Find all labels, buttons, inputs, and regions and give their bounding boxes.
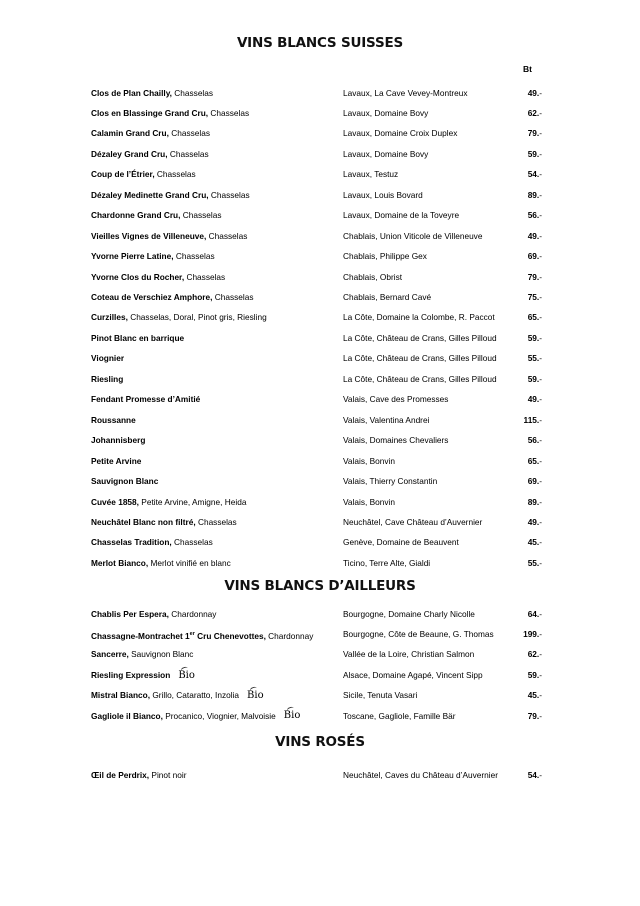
wine-name-cell: [91, 607, 216, 621]
wine-row: [0, 86, 640, 100]
wine-row: [0, 607, 640, 621]
wine-name-cell: [91, 474, 158, 488]
wine-price-cell: [528, 167, 542, 181]
wine-row: [0, 709, 640, 723]
wine-row: [0, 392, 640, 406]
wine-name: Fendant Promesse d’Amitié: [91, 394, 201, 405]
wine-row: [0, 668, 640, 682]
price-suffix: -: [539, 312, 542, 323]
price-suffix: -: [539, 476, 542, 487]
price-suffix: -: [539, 455, 542, 466]
wine-name: Coteau de Verschiez Amphore,: [91, 292, 213, 302]
wine-name-cell: [91, 229, 247, 243]
grape-varieties: Chasselas: [180, 210, 222, 221]
price-suffix: -: [539, 169, 542, 180]
wine-origin: Chablais, Union Viticole de Villeneuve: [343, 230, 483, 241]
price-suffix: -: [539, 87, 542, 98]
wine-price: 49.: [527, 230, 540, 241]
wine-price-cell: [528, 372, 542, 386]
wine-price-cell: [528, 433, 542, 447]
wine-origin: Lavaux, Testuz: [343, 169, 399, 180]
price-suffix: -: [539, 332, 542, 343]
wine-origin: Bourgogne, Domaine Charly Nicolle: [343, 608, 475, 619]
wine-row: [0, 290, 640, 304]
wine-name-cell: [91, 392, 200, 406]
wine-price: 55.: [527, 353, 540, 364]
wine-origin: Chablais, Bernard Cavé: [343, 292, 432, 302]
section-title-swiss-whites: VINS BLANCS SUISSES: [236, 35, 404, 51]
price-suffix: -: [539, 292, 542, 302]
wine-origin: Alsace, Domaine Agapé, Vincent Sipp: [343, 669, 483, 680]
wine-row: [0, 188, 640, 202]
wine-price-cell: [528, 474, 542, 488]
wine-origin: La Côte, Domaine la Colombe, R. Paccot: [343, 312, 495, 323]
price-suffix: -: [539, 537, 542, 548]
wine-price-cell: [528, 495, 542, 509]
grape-varieties: Chasselas: [168, 128, 210, 139]
wine-price-cell: [528, 331, 542, 345]
wine-name: Coup de l’Étrier,: [91, 169, 155, 180]
wine-price-cell: [524, 413, 542, 427]
grape-varieties: Chardonnay: [168, 608, 217, 619]
wine-price: 115.: [523, 414, 540, 425]
wine-price-cell: [528, 768, 542, 782]
wine-name: Œil de Perdrix,: [91, 770, 150, 780]
bio-label-icon: Bio: [247, 689, 264, 701]
price-suffix: -: [539, 557, 542, 568]
wine-price: 62.: [527, 107, 540, 118]
wine-price-cell: [523, 627, 542, 641]
wine-row: [0, 331, 640, 345]
wine-row: [0, 556, 640, 570]
wine-price: 69.: [527, 251, 540, 262]
grape-varieties: Chasselas: [172, 87, 214, 98]
wine-name: Mistral Bianco,: [91, 690, 151, 701]
wine-price-cell: [528, 515, 542, 529]
wine-row: [0, 351, 640, 365]
wine-row: [0, 147, 640, 161]
wine-price: 49.: [527, 87, 540, 98]
wine-name: Clos en Blassinge Grand Cru,: [91, 107, 209, 118]
wine-name: Roussanne: [91, 414, 136, 425]
wine-name: Yvorne Pierre Latine,: [91, 251, 174, 262]
wine-name-cell: [91, 106, 249, 120]
wine-price-cell: [528, 270, 542, 284]
price-suffix: -: [539, 230, 542, 241]
wine-row: [0, 270, 640, 284]
wine-row: [0, 413, 640, 427]
wine-name-cell: [91, 495, 246, 509]
wine-origin: La Côte, Château de Crans, Gilles Pilloud: [343, 373, 497, 384]
wine-origin: Lavaux, Domaine Croix Duplex: [343, 128, 458, 139]
wine-row: [0, 310, 640, 324]
wine-price: 56.: [527, 210, 540, 221]
wine-name-cell: [91, 351, 124, 365]
section-title-roses: VINS ROSÉS: [275, 734, 365, 750]
wine-name-cell: [91, 86, 213, 100]
wine-price: 89.: [527, 189, 540, 200]
wine-price: 64.: [527, 608, 540, 619]
wine-row: [0, 229, 640, 243]
wine-name: Riesling Expression: [91, 669, 171, 680]
wine-price-cell: [528, 688, 542, 702]
wine-name: Chablis Per Espera,: [91, 608, 169, 619]
wine-name-superscript: er: [189, 630, 195, 637]
price-suffix: -: [539, 710, 542, 721]
price-suffix: -: [539, 107, 542, 118]
grape-varieties: Pinot noir: [149, 770, 187, 780]
price-suffix: -: [539, 649, 542, 660]
wine-price-cell: [528, 86, 542, 100]
wine-origin: Valais, Bonvin: [343, 455, 395, 466]
price-suffix: -: [539, 353, 542, 364]
wine-name-cell: [91, 688, 264, 702]
wine-origin: Neuchâtel, Caves du Château d’Auvernier: [343, 770, 498, 780]
wine-origin: Lavaux, Domaine Bovy: [343, 107, 429, 118]
wine-name: Johannisberg: [91, 435, 146, 446]
wine-name: Gagliole il Bianco,: [91, 710, 163, 721]
wine-origin: Chablais, Obrist: [343, 271, 403, 282]
price-suffix: -: [539, 210, 542, 221]
wine-origin: Chablais, Philippe Gex: [343, 251, 427, 262]
wine-row: [0, 474, 640, 488]
wine-origin: Neuchâtel, Cave Château d’Auvernier: [343, 516, 483, 527]
price-suffix: -: [539, 148, 542, 159]
wine-name: Sauvignon Blanc: [91, 476, 159, 487]
wine-price: 62.: [527, 649, 540, 660]
wine-name-cell: [91, 515, 237, 529]
wine-name-cell: [91, 270, 225, 284]
wine-origin: Sicile, Tenuta Vasari: [343, 690, 418, 701]
grape-varieties: Chasselas: [167, 148, 209, 159]
price-suffix: -: [539, 189, 542, 200]
grape-varieties: Chasselas, Doral, Pinot gris, Riesling: [127, 312, 267, 323]
wine-price: 45.: [527, 690, 540, 701]
wine-price-cell: [528, 454, 542, 468]
bio-label-icon: Bio: [283, 710, 301, 722]
wine-price-cell: [528, 126, 542, 140]
wine-origin: Lavaux, La Cave Vevey-Montreux: [343, 87, 468, 98]
price-column-header: Bt: [523, 64, 532, 74]
price-suffix: -: [539, 414, 542, 425]
wine-row: [0, 495, 640, 509]
wine-origin: La Côte, Château de Crans, Gilles Pilloud: [343, 332, 497, 343]
wine-price: 45.: [527, 537, 540, 548]
wine-name-cell: [91, 290, 253, 304]
wine-price: 54.: [527, 169, 540, 180]
wine-name: Calamin Grand Cru,: [91, 128, 169, 139]
wine-price: 55.: [527, 557, 540, 568]
wine-price-cell: [528, 310, 542, 324]
wine-row: [0, 167, 640, 181]
wine-name-cell: [91, 249, 215, 263]
wine-price: 65.: [527, 455, 540, 466]
section-title-other-whites: VINS BLANCS D’AILLEURS: [224, 578, 416, 594]
price-suffix: -: [539, 373, 542, 384]
wine-name: Neuchâtel Blanc non filtré,: [91, 516, 196, 527]
wine-name-cell: [91, 413, 136, 427]
price-suffix: -: [539, 394, 542, 405]
grape-varieties: Chasselas: [195, 516, 237, 527]
grape-varieties: Petite Arvine, Amigne, Heida: [138, 496, 247, 507]
wine-price-cell: [528, 208, 542, 222]
wine-row: [0, 688, 640, 702]
wine-name: Viognier: [91, 353, 125, 364]
price-suffix: -: [539, 128, 542, 139]
wine-price: 65.: [527, 312, 540, 323]
wine-price-cell: [528, 106, 542, 120]
wine-row: [0, 126, 640, 140]
wine-name: Chasselas Tradition,: [91, 537, 172, 548]
wine-price-cell: [528, 147, 542, 161]
grape-varieties: Grillo, Cataratto, Inzolia: [150, 690, 240, 701]
wine-row: [0, 535, 640, 549]
wine-price: 79.: [527, 128, 540, 139]
wine-row: [0, 106, 640, 120]
wine-price-cell: [528, 249, 542, 263]
wine-name: Clos de Plan Chailly,: [91, 87, 172, 98]
wine-price: 59.: [527, 669, 540, 680]
grape-varieties: Chasselas: [184, 271, 226, 282]
wine-origin: Lavaux, Domaine Bovy: [343, 148, 429, 159]
price-suffix: -: [539, 628, 542, 639]
wine-price: 79.: [527, 271, 540, 282]
grape-varieties: Chasselas: [173, 251, 215, 262]
wine-name: Yvorne Clos du Rocher,: [91, 271, 185, 282]
wine-price-cell: [528, 392, 542, 406]
wine-name-cell: [91, 208, 221, 222]
wine-price-cell: [528, 188, 542, 202]
wine-name: Curzilles,: [91, 312, 128, 323]
wine-row: [0, 454, 640, 468]
wine-name: Petite Arvine: [91, 455, 142, 466]
wine-origin: Valais, Domaines Chevaliers: [343, 435, 449, 446]
price-suffix: -: [539, 669, 542, 680]
wine-name: Chassagne-Montrachet 1: [91, 630, 190, 641]
wine-name-cell: [91, 668, 195, 682]
wine-name-cell: [91, 627, 313, 643]
wine-origin: La Côte, Château de Crans, Gilles Pilloud: [343, 353, 497, 364]
wine-price-cell: [528, 647, 542, 661]
grape-varieties: Sauvignon Blanc: [128, 649, 194, 660]
bio-label-icon: Bio: [178, 669, 195, 681]
price-suffix: -: [539, 435, 542, 446]
wine-price-cell: [528, 290, 542, 304]
wine-origin: Genève, Domaine de Beauvent: [343, 537, 459, 548]
wine-origin: Valais, Valentina Andrei: [343, 414, 430, 425]
wine-price: 199.: [523, 628, 540, 639]
wine-price-cell: [528, 351, 542, 365]
wine-origin: Toscane, Gagliole, Famille Bär: [343, 710, 456, 721]
grape-varieties: Chasselas: [206, 230, 248, 241]
wine-name-cell: [91, 372, 123, 386]
wine-price: 69.: [527, 476, 540, 487]
grape-varieties: Procanico, Viognier, Malvoisie: [162, 710, 276, 721]
wine-name-cell: [91, 535, 213, 549]
wine-name-cell: [91, 188, 250, 202]
grape-varieties: Chasselas: [171, 537, 213, 548]
grape-varieties: Chasselas: [208, 189, 250, 200]
wine-row: [0, 627, 640, 641]
price-suffix: -: [539, 251, 542, 262]
wine-price: 89.: [527, 496, 540, 507]
wine-name-cell: [91, 433, 145, 447]
wine-price: 59.: [527, 373, 540, 384]
price-suffix: -: [539, 271, 542, 282]
wine-name: Dézaley Grand Cru,: [91, 148, 168, 159]
grape-varieties: Chasselas: [212, 292, 254, 302]
wine-row: [0, 515, 640, 529]
price-suffix: -: [539, 690, 542, 701]
wine-name-cell: [91, 709, 300, 723]
wine-name: Dézaley Medinette Grand Cru,: [91, 189, 209, 200]
grape-varieties: Chardonnay: [265, 630, 314, 641]
wine-origin: Ticino, Terre Alte, Gialdi: [343, 557, 431, 568]
wine-name: Merlot Bianco,: [91, 557, 149, 568]
wine-row: [0, 208, 640, 222]
wine-origin: Valais, Thierry Constantin: [343, 476, 438, 487]
wine-row: [0, 433, 640, 447]
wine-name-cell: [91, 556, 231, 570]
wine-price: 49.: [527, 516, 540, 527]
wine-price-cell: [528, 535, 542, 549]
wine-price: 59.: [527, 148, 540, 159]
grape-varieties: Merlot vinifié en blanc: [148, 557, 231, 568]
wine-name-cell: [91, 167, 196, 181]
price-suffix: -: [539, 496, 542, 507]
wine-price: 59.: [527, 332, 540, 343]
grape-varieties: Chasselas: [208, 107, 250, 118]
wine-price: 79.: [527, 710, 540, 721]
wine-origin: Lavaux, Louis Bovard: [343, 189, 423, 200]
wine-row: [0, 249, 640, 263]
wine-name-cell: [91, 331, 184, 345]
wine-price-cell: [528, 556, 542, 570]
wine-name: Cuvée 1858,: [91, 496, 139, 507]
price-suffix: -: [539, 608, 542, 619]
wine-name: Chardonne Grand Cru,: [91, 210, 181, 221]
wine-name-cell: [91, 768, 186, 782]
wine-price: 54.: [527, 770, 540, 780]
wine-price-cell: [528, 229, 542, 243]
wine-row: [0, 372, 640, 386]
wine-name: Riesling: [91, 373, 124, 384]
price-suffix: -: [539, 770, 542, 780]
wine-origin: Valais, Bonvin: [343, 496, 395, 507]
wine-name-cell: [91, 647, 193, 661]
wine-price: 49.: [527, 394, 540, 405]
wine-price-cell: [528, 709, 542, 723]
wine-origin: Vallée de la Loire, Christian Salmon: [343, 649, 475, 660]
wine-row: [0, 647, 640, 661]
wine-price: 75.: [527, 292, 540, 302]
wine-name: Vieilles Vignes de Villeneuve,: [91, 230, 207, 241]
price-suffix: -: [539, 516, 542, 527]
wine-name-cell: [91, 454, 141, 468]
wine-name-cell: [91, 147, 209, 161]
wine-row: [0, 768, 640, 782]
wine-name: Sancerre,: [91, 649, 129, 660]
wine-name-rest: Cru Chenevottes,: [194, 630, 266, 641]
wine-name-cell: [91, 310, 267, 324]
wine-price: 56.: [527, 435, 540, 446]
wine-origin: Lavaux, Domaine de la Toveyre: [343, 210, 460, 221]
wine-origin: Valais, Cave des Promesses: [343, 394, 449, 405]
wine-name-cell: [91, 126, 210, 140]
grape-varieties: Chasselas: [154, 169, 196, 180]
wine-name: Pinot Blanc en barrique: [91, 332, 185, 343]
wine-price-cell: [528, 607, 542, 621]
wine-origin: Bourgogne, Côte de Beaune, G. Thomas: [343, 628, 494, 639]
wine-price-cell: [528, 668, 542, 682]
